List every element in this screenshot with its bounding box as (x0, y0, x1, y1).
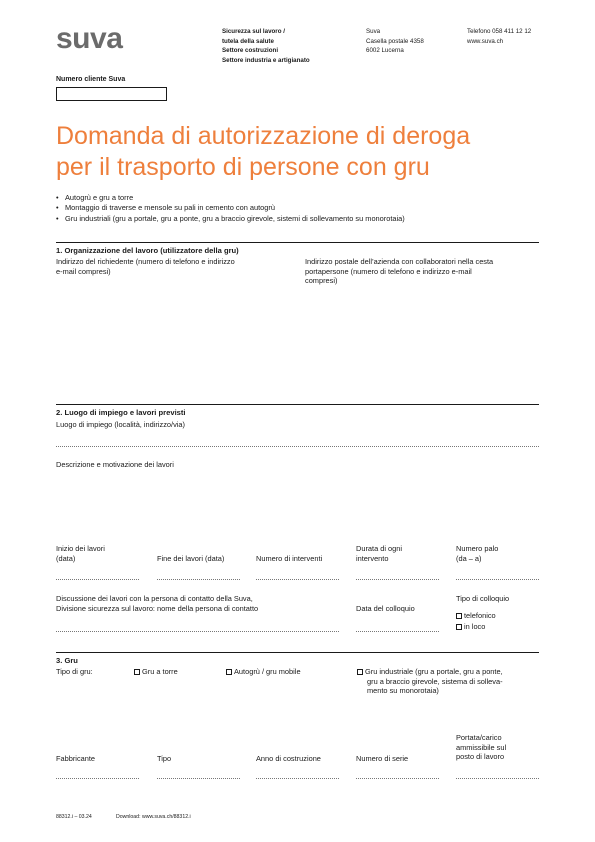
end-date-label: Fine dei lavori (data) (157, 554, 225, 563)
bullet-item: • Gru industriali (gru a portale, gru a ponte, gru a braccio girevole, sistemi di sollevamento su monorotaia) (56, 214, 405, 224)
model-field[interactable] (157, 778, 240, 779)
label-line: Durata di ogni (356, 544, 403, 553)
option-label: in loco (464, 622, 486, 631)
option-label: Gru industriale (gru a portale, gru a ponte, (365, 667, 503, 676)
customer-number-field[interactable] (56, 87, 167, 101)
address-line: 6002 Lucerna (366, 47, 404, 55)
capacity-label (456, 733, 506, 762)
phone: Telefono 058 411 12 12 (467, 28, 532, 35)
meeting-option-phone[interactable] (456, 611, 496, 621)
end-date-field[interactable] (157, 579, 240, 580)
page-title (56, 121, 556, 183)
checkbox[interactable] (134, 669, 140, 675)
label-line: (data) (56, 553, 76, 563)
applicant-address-field[interactable] (56, 285, 286, 400)
label-line: Portata/carico (456, 733, 502, 742)
label-line: intervento (356, 553, 389, 563)
title-line: Domanda di autorizzazione di deroga (56, 122, 471, 150)
capacity-field[interactable] (456, 778, 539, 779)
option-label: mento su monorotaia) (367, 686, 439, 696)
contact-person-field[interactable] (56, 631, 339, 632)
label-line: ammissibile sul (456, 742, 507, 752)
interventions-label: Numero di interventi (256, 554, 323, 563)
option-label: telefonico (464, 611, 496, 620)
label-line: compresi) (305, 276, 338, 286)
label-line: posto di lavoro (456, 752, 505, 762)
contact-block (467, 27, 531, 46)
company-address-field[interactable] (305, 295, 539, 400)
crane-option-mobile[interactable] (226, 667, 301, 677)
option-label: gru a braccio girevole, sistema di solleva- (367, 676, 503, 686)
option-label: Autogrù / gru mobile (234, 667, 301, 676)
section-divider (56, 242, 539, 243)
label-line: Indirizzo del richiedente (numero di telefono e indirizzo (56, 257, 235, 266)
duration-field[interactable] (356, 579, 439, 580)
label-line: Numero palo (456, 544, 499, 553)
model-label: Tipo (157, 754, 172, 763)
address-line: Suva (366, 28, 381, 35)
customer-number-label: Numero cliente Suva (56, 76, 126, 83)
bullet-item: • Autogrù e gru a torre (56, 193, 405, 203)
crane-type-label: Tipo di gru: (56, 667, 93, 676)
start-date-label (56, 544, 105, 563)
interventions-field[interactable] (256, 579, 339, 580)
department-line: tutela della salute (222, 37, 274, 45)
meeting-type-label: Tipo di colloquio (456, 594, 510, 603)
label-line: Discussione dei lavori con la persona di contatto della Suva, (56, 594, 253, 603)
description-label: Descrizione e motivazione dei lavori (56, 460, 174, 469)
meeting-date-label: Data del colloquio (356, 604, 415, 613)
meeting-date-field[interactable] (356, 631, 439, 632)
location-field[interactable] (56, 446, 539, 447)
website: www.suva.ch (467, 37, 504, 45)
start-date-field[interactable] (56, 579, 139, 580)
discussion-label (56, 594, 258, 613)
suva-logo: suva (56, 22, 123, 55)
section3-heading: 3. Gru (56, 656, 78, 665)
bullet-item: • Montaggio di traverse e mensole su pali in cemento con autogrù (56, 203, 405, 213)
year-field[interactable] (256, 778, 339, 779)
department-block (222, 27, 310, 65)
section1-heading: 1. Organizzazione del lavoro (utilizzatore della gru) (56, 246, 239, 255)
duration-label (356, 544, 402, 563)
crane-option-tower[interactable] (134, 667, 178, 677)
section-divider (56, 404, 539, 405)
section-divider (56, 652, 539, 653)
description-field[interactable] (56, 472, 539, 537)
checkbox[interactable] (456, 613, 462, 619)
crane-option-industrial[interactable] (357, 667, 539, 696)
department-line: Settore industria e artigianato (222, 56, 310, 64)
location-label: Luogo di impiego (località, indirizzo/via) (56, 420, 185, 429)
applicant-address-label (56, 257, 235, 276)
label-line: Divisione sicurezza sul lavoro: nome della persona di contatto (56, 603, 259, 613)
document-code: 88312.i – 03.24 (56, 814, 92, 820)
manufacturer-field[interactable] (56, 778, 139, 779)
label-line: portapersone (numero di telefono e indirizzo e-mail (305, 266, 472, 276)
checkbox[interactable] (357, 669, 363, 675)
title-line: per il trasporto di persone con gru (56, 153, 430, 181)
download-link[interactable]: Download: www.suva.ch/88312.i (116, 814, 191, 820)
bullet-list (56, 193, 405, 224)
label-line: (da – a) (456, 553, 482, 563)
pole-number-label (456, 544, 498, 563)
department-line: Settore costruzioni (222, 47, 279, 55)
address-block (366, 27, 424, 56)
meeting-option-onsite[interactable] (456, 622, 485, 632)
company-address-label (305, 257, 493, 286)
pole-number-field[interactable] (456, 579, 539, 580)
option-label: Gru a torre (142, 667, 178, 676)
manufacturer-label: Fabbricante (56, 754, 96, 763)
label-line: Indirizzo postale dell’azienda con collaboratori nella cesta (305, 257, 494, 266)
label-line: Inizio dei lavori (56, 544, 105, 553)
serial-number-label: Numero di serie (356, 754, 409, 763)
department-line: Sicurezza sul lavoro / (222, 28, 285, 35)
serial-number-field[interactable] (356, 778, 439, 779)
year-label: Anno di costruzione (256, 754, 321, 763)
section2-heading: 2. Luogo di impiego e lavori previsti (56, 408, 186, 417)
label-line: e-mail compresi) (56, 266, 111, 276)
checkbox[interactable] (456, 624, 462, 630)
checkbox[interactable] (226, 669, 232, 675)
address-line: Casella postale 4358 (366, 37, 424, 45)
